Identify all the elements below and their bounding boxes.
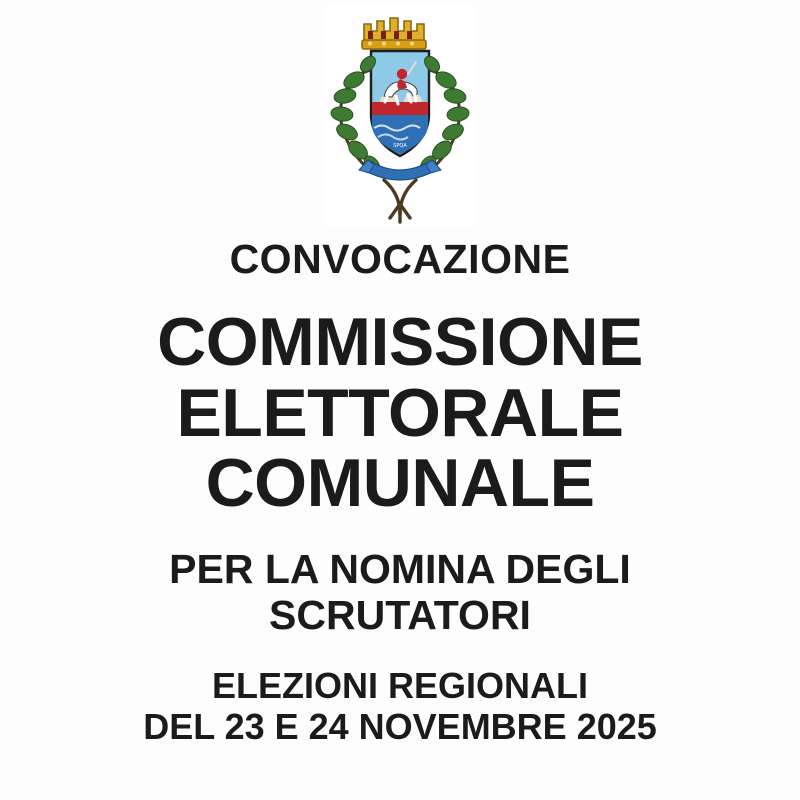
poster-heading: CONVOCAZIONE bbox=[229, 236, 571, 282]
poster-title-line-2: ELETTORALE bbox=[176, 374, 624, 451]
poster-subtitle bbox=[169, 547, 631, 639]
coat-of-arms bbox=[324, 4, 476, 226]
svg-text:SPQA: SPQA bbox=[393, 143, 407, 149]
poster-subtitle-line-1: PER LA NOMINA DEGLI bbox=[169, 546, 631, 593]
poster-title bbox=[157, 304, 643, 522]
shield-icon bbox=[371, 51, 429, 156]
coat-of-arms-icon bbox=[324, 4, 476, 226]
poster-subtitle-line-2: SCRUTATORI bbox=[269, 592, 531, 639]
poster-footer-line-2: DEL 23 E 24 NOVEMBRE 2025 bbox=[143, 706, 657, 748]
poster-footer bbox=[143, 665, 657, 747]
poster-title-line-3: COMUNALE bbox=[205, 445, 595, 522]
poster-footer-line-1: ELEZIONI REGIONALI bbox=[211, 665, 588, 707]
poster-title-line-1: COMMISSIONE bbox=[157, 304, 643, 381]
